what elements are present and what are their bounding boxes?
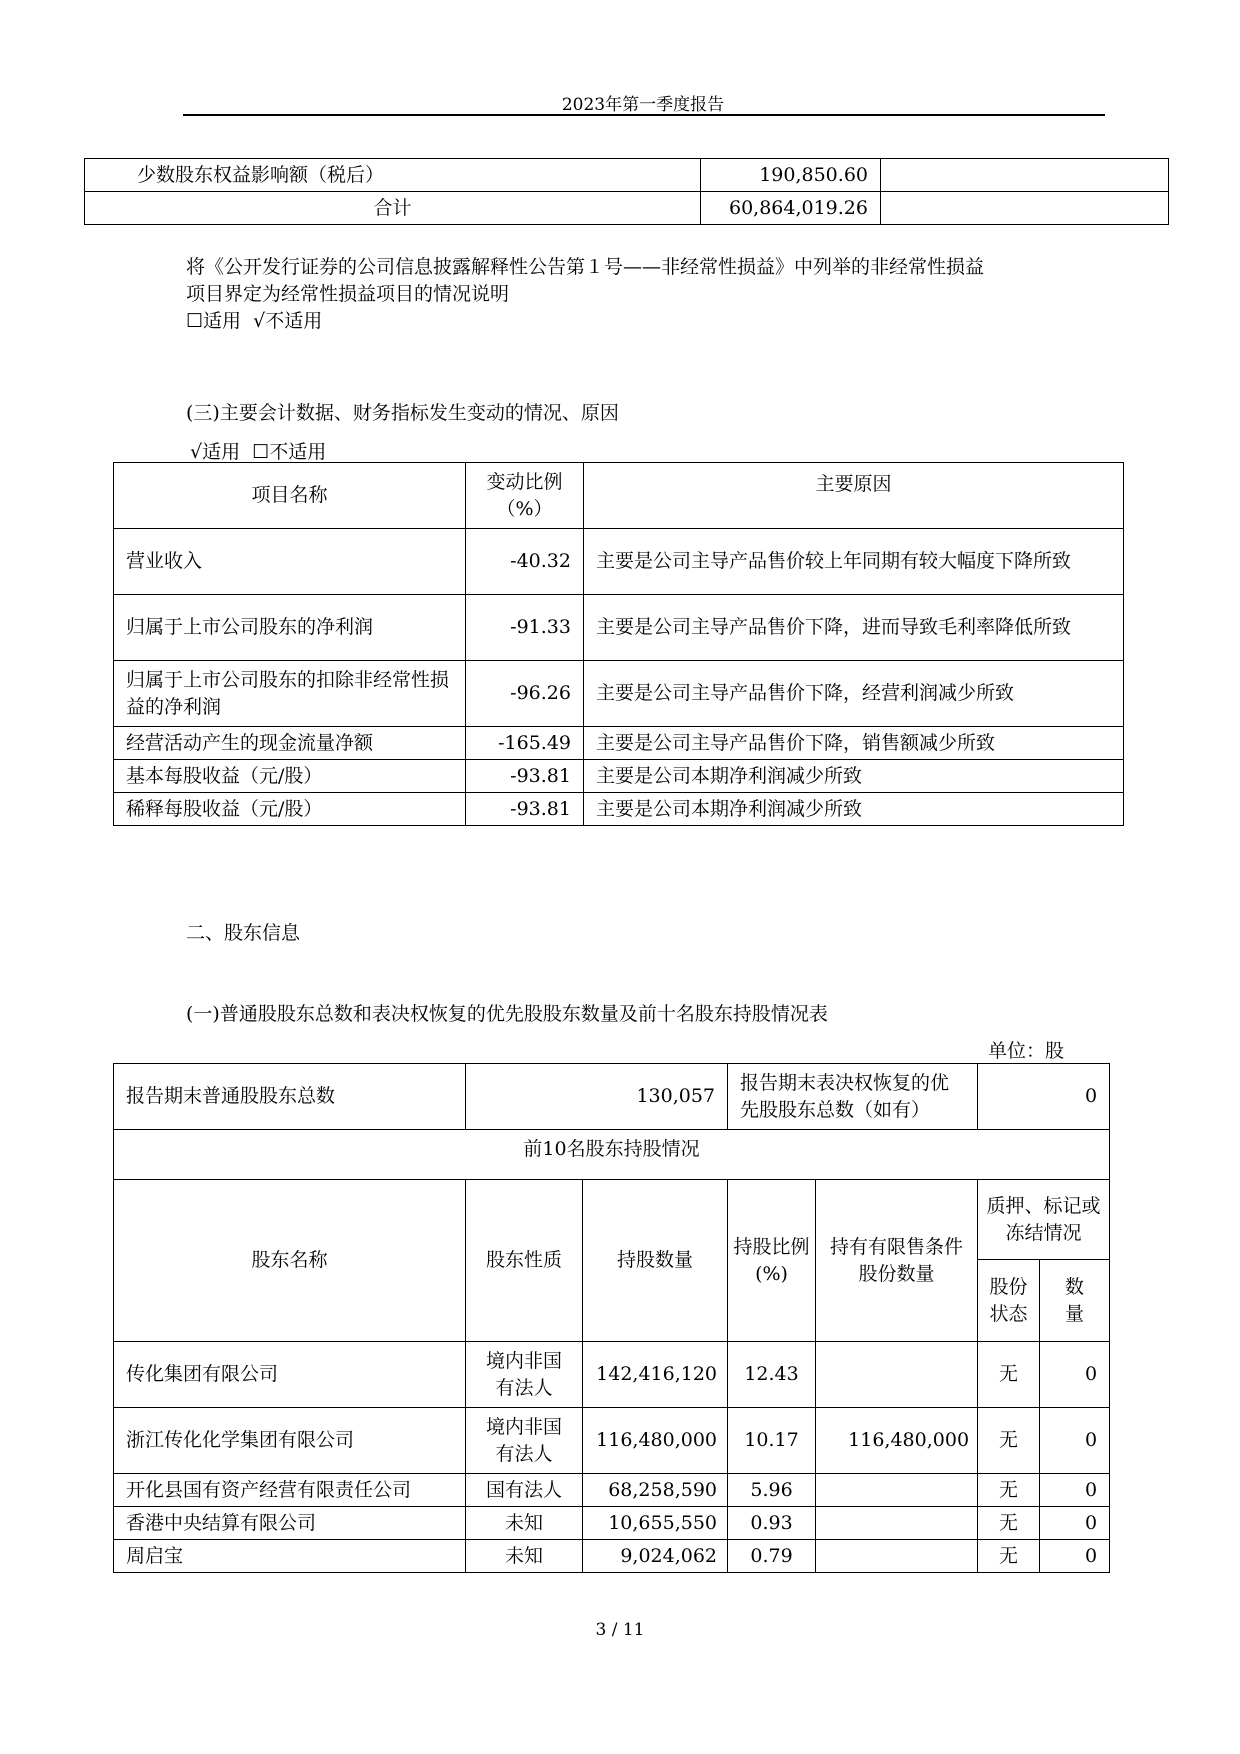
table-row	[114, 1507, 1110, 1540]
col-header-nature: 股东性质	[466, 1180, 583, 1342]
cell-ratio: -93.81	[466, 793, 584, 826]
cell-ratio: -93.81	[466, 760, 584, 793]
col-header-ratio: 变动比例（%）	[466, 463, 584, 529]
col-header-item: 项目名称	[114, 463, 466, 529]
cell-shares: 9,024,062	[583, 1540, 728, 1573]
cell-reason: 主要是公司主导产品售价下降，经营利润减少所致	[584, 661, 1124, 727]
nonrecurring-gain-table	[84, 158, 1169, 225]
cell-item: 归属于上市公司股东的净利润	[114, 595, 466, 661]
cell-nature: 未知	[466, 1507, 583, 1540]
table-row	[85, 192, 1169, 225]
cell-nature: 境内非国有法人	[466, 1342, 583, 1408]
cell-status: 无	[978, 1342, 1040, 1408]
cell-shares: 10,655,550	[583, 1507, 728, 1540]
cell-status: 无	[978, 1408, 1040, 1474]
row-label: 合计	[85, 192, 701, 225]
cell-ratio: 12.43	[728, 1342, 816, 1408]
col-header-restricted: 持有有限售条件股份数量	[816, 1180, 978, 1342]
cell-restricted	[816, 1540, 978, 1573]
section2-subtitle: (一)普通股股东总数和表决权恢复的优先股股东数量及前十名股东持股情况表	[186, 1003, 828, 1025]
cell-name: 开化县国有资产经营有限责任公司	[114, 1474, 466, 1507]
table-row	[114, 760, 1124, 793]
table-row	[114, 1408, 1110, 1474]
cell-ratio: -91.33	[466, 595, 584, 661]
col-header-name: 股东名称	[114, 1180, 466, 1342]
table-row	[114, 595, 1124, 661]
total-label: 报告期末普通股股东总数	[114, 1064, 466, 1130]
cell-shares: 116,480,000	[583, 1408, 728, 1474]
cell-ratio: -96.26	[466, 661, 584, 727]
row-label: 少数股东权益影响额（税后）	[85, 159, 701, 192]
change-reason-table	[113, 462, 1124, 826]
page-number: 3 / 11	[595, 1620, 645, 1640]
table-row	[85, 159, 1169, 192]
cell-restricted	[816, 1342, 978, 1408]
table-row	[114, 661, 1124, 727]
table-row	[114, 1342, 1110, 1408]
section3-title: (三)主要会计数据、财务指标发生变动的情况、原因	[186, 402, 619, 424]
row-note	[881, 192, 1169, 225]
row-value: 60,864,019.26	[701, 192, 881, 225]
note-paragraph	[186, 254, 1126, 335]
cell-qty: 0	[1040, 1540, 1110, 1573]
col-header-reason: 主要原因	[584, 463, 1124, 529]
summary-row	[114, 1064, 1110, 1130]
table-header-row	[114, 463, 1124, 529]
table-row	[114, 1474, 1110, 1507]
table-row	[114, 1540, 1110, 1573]
table-header-row	[114, 1180, 1110, 1260]
cell-qty: 0	[1040, 1507, 1110, 1540]
col-header-status: 股份状态	[978, 1260, 1040, 1342]
cell-shares: 68,258,590	[583, 1474, 728, 1507]
cell-shares: 142,416,120	[583, 1342, 728, 1408]
cell-item: 归属于上市公司股东的扣除非经常性损益的净利润	[114, 661, 466, 727]
note-line-1: 将《公开发行证券的公司信息披露解释性公告第１号——非经常性损益》中列举的非经常性损益	[186, 256, 985, 278]
cell-ratio: 0.79	[728, 1540, 816, 1573]
cell-ratio: 10.17	[728, 1408, 816, 1474]
cell-status: 无	[978, 1474, 1040, 1507]
table-row	[114, 793, 1124, 826]
header-rule	[183, 114, 1105, 116]
cell-name: 香港中央结算有限公司	[114, 1507, 466, 1540]
top10-title-row	[114, 1130, 1110, 1180]
col-header-pledge: 质押、标记或冻结情况	[978, 1180, 1110, 1260]
cell-name: 浙江传化化学集团有限公司	[114, 1408, 466, 1474]
cell-restricted	[816, 1474, 978, 1507]
section3-options: √适用 ☐不适用	[190, 441, 327, 463]
cell-qty: 0	[1040, 1342, 1110, 1408]
row-note	[881, 159, 1169, 192]
cell-qty: 0	[1040, 1474, 1110, 1507]
cell-ratio: 0.93	[728, 1507, 816, 1540]
note-line-2: 项目界定为经常性损益项目的情况说明	[186, 283, 510, 305]
section2-title: 二、股东信息	[186, 922, 301, 944]
pref-label: 报告期末表决权恢复的优先股股东总数（如有）	[728, 1064, 978, 1130]
cell-name: 周启宝	[114, 1540, 466, 1573]
cell-restricted: 116,480,000	[816, 1408, 978, 1474]
cell-item: 营业收入	[114, 529, 466, 595]
note-options: ☐适用 √不适用	[186, 310, 323, 332]
unit-label: 单位：股	[988, 1040, 1065, 1062]
cell-status: 无	[978, 1540, 1040, 1573]
cell-nature: 国有法人	[466, 1474, 583, 1507]
cell-reason: 主要是公司本期净利润减少所致	[584, 793, 1124, 826]
cell-name: 传化集团有限公司	[114, 1342, 466, 1408]
cell-reason: 主要是公司主导产品售价下降，销售额减少所致	[584, 727, 1124, 760]
cell-qty: 0	[1040, 1408, 1110, 1474]
cell-item: 基本每股收益（元/股）	[114, 760, 466, 793]
cell-nature: 境内非国有法人	[466, 1408, 583, 1474]
pref-value: 0	[978, 1064, 1110, 1130]
cell-reason: 主要是公司本期净利润减少所致	[584, 760, 1124, 793]
top10-title: 前10名股东持股情况	[114, 1130, 1110, 1180]
row-value: 190,850.60	[701, 159, 881, 192]
cell-reason: 主要是公司主导产品售价下降，进而导致毛利率降低所致	[584, 595, 1124, 661]
col-header-qty: 数量	[1040, 1260, 1110, 1342]
cell-status: 无	[978, 1507, 1040, 1540]
shareholder-table	[113, 1063, 1110, 1573]
cell-restricted	[816, 1507, 978, 1540]
cell-ratio: -165.49	[466, 727, 584, 760]
cell-item: 经营活动产生的现金流量净额	[114, 727, 466, 760]
cell-ratio: -40.32	[466, 529, 584, 595]
table-row	[114, 529, 1124, 595]
col-header-shares: 持股数量	[583, 1180, 728, 1342]
cell-ratio: 5.96	[728, 1474, 816, 1507]
col-header-ratio: 持股比例(%)	[728, 1180, 816, 1342]
total-value: 130,057	[466, 1064, 728, 1130]
cell-nature: 未知	[466, 1540, 583, 1573]
cell-reason: 主要是公司主导产品售价较上年同期有较大幅度下降所致	[584, 529, 1124, 595]
cell-item: 稀释每股收益（元/股）	[114, 793, 466, 826]
table-row	[114, 727, 1124, 760]
page-header-title: 2023年第一季度报告	[561, 95, 725, 115]
